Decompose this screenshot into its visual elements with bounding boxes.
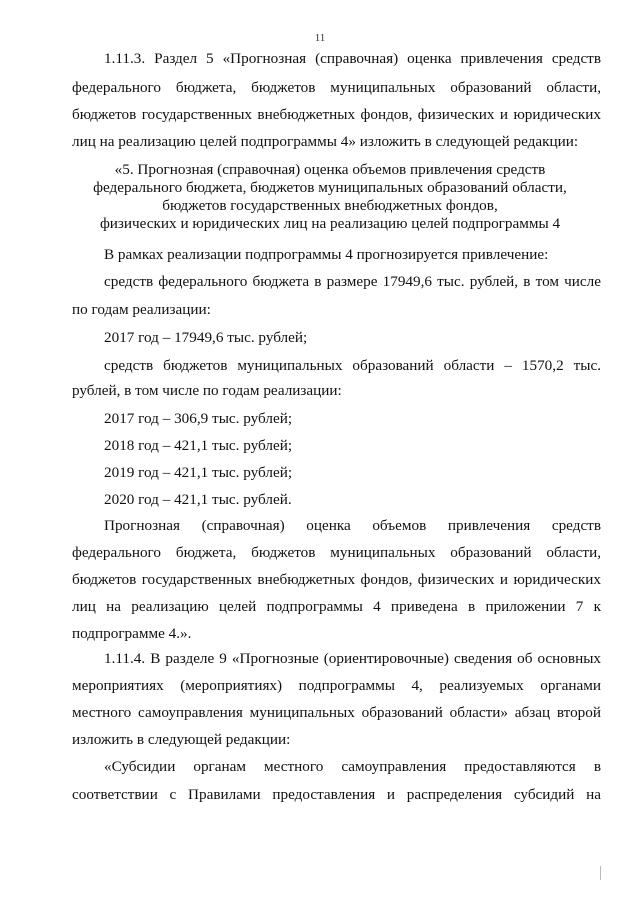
paragraph-line: лиц на реализацию целей подпрограммы 4» изложить в следующей редакции: bbox=[72, 133, 579, 150]
heading-line: федерального бюджета, бюджетов муниципальных образований области, bbox=[93, 179, 567, 196]
paragraph-line: Прогнозная (справочная) оценка объемов привлечения средств bbox=[104, 517, 601, 534]
year-line: 2018 год – 421,1 тыс. рублей; bbox=[104, 437, 293, 454]
paragraph-line: «Субсидии органам местного самоуправления предоставляются в bbox=[104, 758, 601, 775]
paragraph-line: федерального бюджета, бюджетов муниципальных образований области, bbox=[72, 544, 601, 561]
paragraph-line: бюджетов государственных внебюджетных фондов, физических и юридических bbox=[72, 571, 601, 588]
paragraph-line: бюджетов государственных внебюджетных фондов, физических и юридических bbox=[72, 106, 601, 123]
year-line: 2020 год – 421,1 тыс. рублей. bbox=[104, 491, 292, 508]
paragraph-line: по годам реализации: bbox=[72, 301, 211, 318]
paragraph-line: рублей, в том числе по годам реализации: bbox=[72, 382, 342, 399]
paragraph-line: изложить в следующей редакции: bbox=[72, 731, 291, 748]
paragraph-line: средств бюджетов муниципальных образований области – 1570,2 тыс. bbox=[104, 357, 601, 374]
heading-line: физических и юридических лиц на реализацию целей подпрограммы 4 bbox=[99, 215, 561, 232]
year-line: 2019 год – 421,1 тыс. рублей; bbox=[104, 464, 293, 481]
paragraph-line: соответствии с Правилами предоставления и распределения субсидий на bbox=[72, 786, 601, 803]
paragraph-line: лиц на реализацию целей подпрограммы 4 приведена в приложении 7 к bbox=[72, 598, 601, 615]
scan-edge-mark bbox=[600, 866, 601, 880]
paragraph-line: мероприятиях (мероприятиях) подпрограммы 4, реализуемых органами bbox=[72, 677, 601, 694]
paragraph-line: 1.11.3. Раздел 5 «Прогнозная (справочная) оценка привлечения средств bbox=[104, 50, 601, 67]
intro-line: В рамках реализации подпрограммы 4 прогнозируется привлечение: bbox=[104, 246, 549, 263]
heading-line: «5. Прогнозная (справочная) оценка объемов привлечения средств bbox=[114, 161, 546, 178]
year-line: 2017 год – 306,9 тыс. рублей; bbox=[104, 410, 293, 427]
paragraph-line: 1.11.4. В разделе 9 «Прогнозные (ориентировочные) сведения об основных bbox=[104, 650, 601, 667]
paragraph-line: местного самоуправления муниципальных образований области» абзац второй bbox=[72, 704, 601, 721]
paragraph-line: федерального бюджета, бюджетов муниципальных образований области, bbox=[72, 79, 601, 96]
paragraph-line: подпрограмме 4.». bbox=[72, 625, 192, 642]
page-number: 11 bbox=[314, 32, 326, 44]
paragraph-line: средств федерального бюджета в размере 17949,6 тыс. рублей, в том числе bbox=[104, 273, 601, 290]
heading-line: бюджетов государственных внебюджетных фондов, bbox=[162, 197, 498, 214]
year-line: 2017 год – 17949,6 тыс. рублей; bbox=[104, 329, 308, 346]
